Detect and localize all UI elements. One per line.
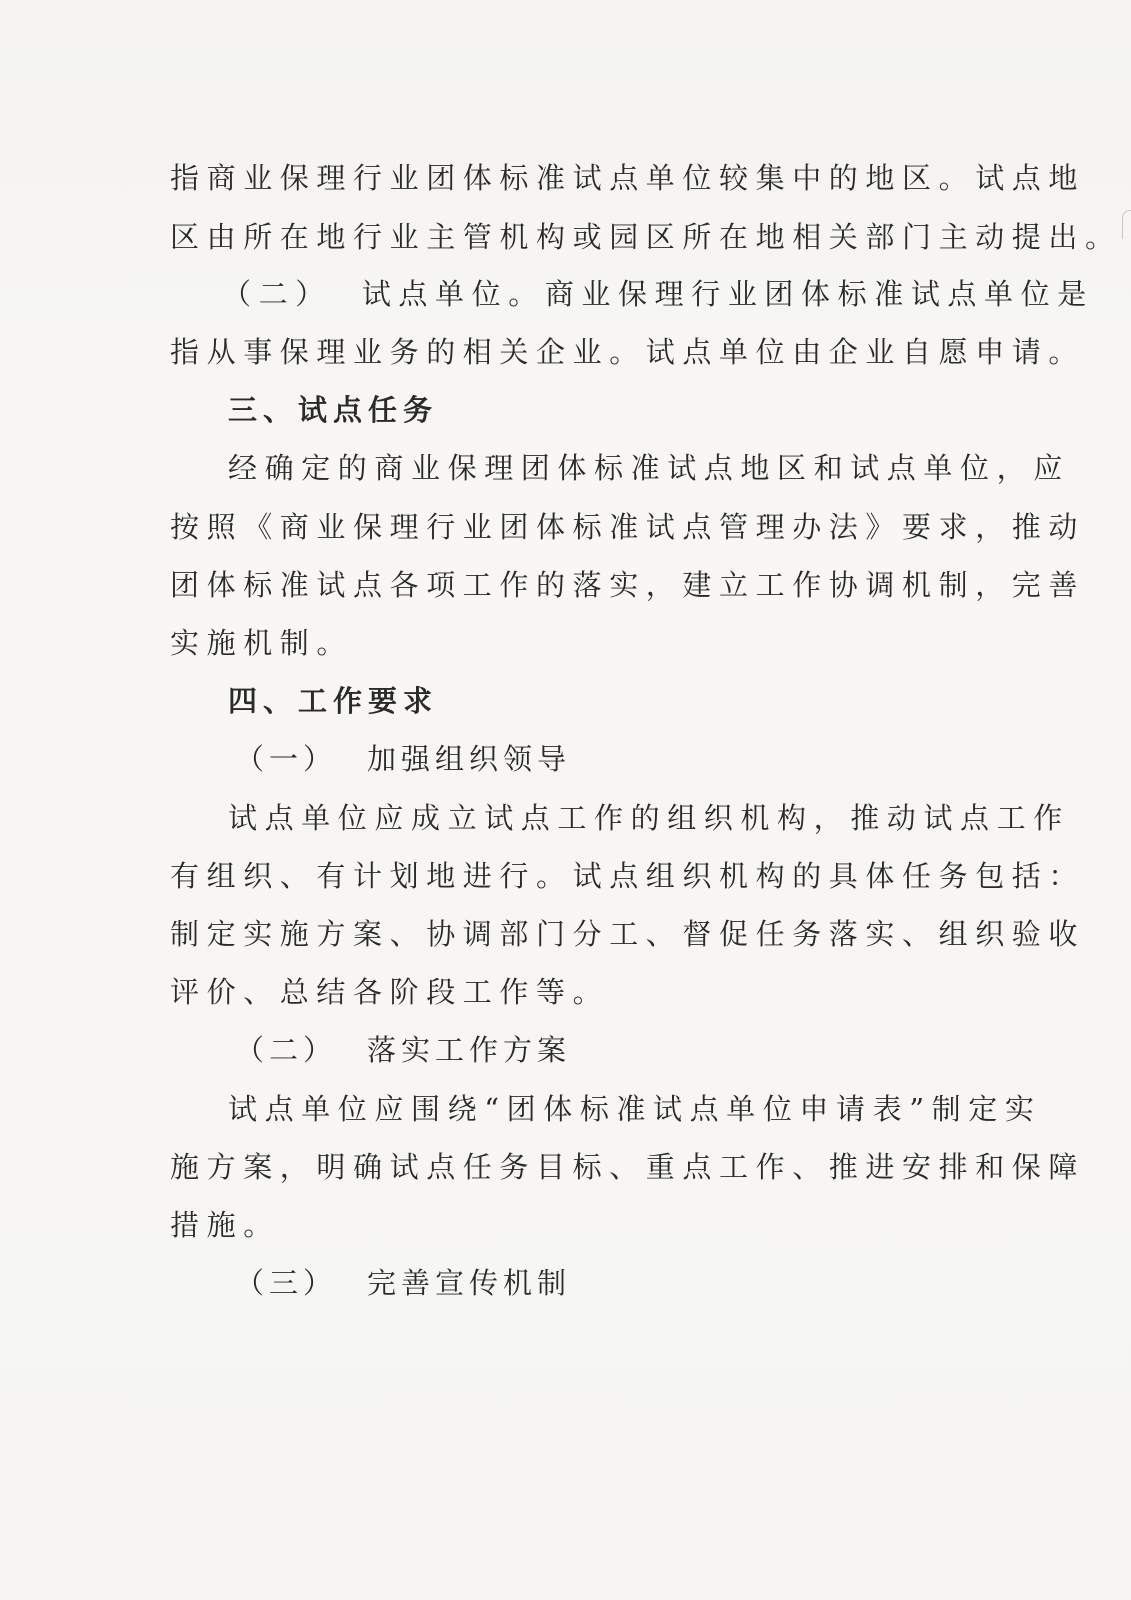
paragraph-line: 实施机制。 (170, 626, 354, 660)
subsection-heading (235, 1032, 571, 1068)
paragraph-line: 经确定的商业保理团体标准试点地区和试点单位，应 (228, 451, 1070, 485)
paragraph-line: 指商业保理行业团体标准试点单位较集中的地区。试点地 (170, 161, 1086, 195)
paragraph-line: 区由所在地行业主管机构或园区所在地相关部门主动提出。 (170, 220, 1122, 254)
subsection-title: 完善宣传机制 (367, 1266, 572, 1300)
subsection-number: （二） (235, 1033, 338, 1067)
item-line (222, 276, 1094, 312)
paragraph-line: 试点单位应成立试点工作的组织机构，推动试点工作 (228, 801, 1070, 835)
paragraph-line: 试点单位应围绕“团体标准试点单位申请表”制定实 (228, 1092, 1042, 1126)
paragraph-line: 措施。 (170, 1208, 280, 1242)
subsection-title: 落实工作方案 (367, 1033, 572, 1067)
subsection-heading (235, 741, 571, 777)
paragraph-line: 按照《商业保理行业团体标准试点管理办法》要求，推动 (170, 510, 1086, 544)
section-heading: 三、试点任务 (228, 393, 439, 427)
item-text: 试点单位。商业保理行业团体标准试点单位是 (361, 277, 1094, 311)
paragraph-line: 有组织、有计划地进行。试点组织机构的具体任务包括： (170, 859, 1086, 893)
paragraph-line: 评价、总结各阶段工作等。 (170, 975, 610, 1009)
paragraph-line: 指从事保理业务的相关企业。试点单位由企业自愿申请。 (170, 335, 1086, 369)
item-number: （二） (222, 277, 332, 311)
page-edge-mark (1122, 210, 1131, 239)
paragraph-line: 团体标准试点各项工作的落实，建立工作协调机制，完善 (170, 568, 1086, 602)
paragraph-line: 施方案，明确试点任务目标、重点工作、推进安排和保障 (170, 1150, 1086, 1184)
subsection-title: 加强组织领导 (367, 742, 572, 776)
section-heading: 四、工作要求 (228, 684, 439, 718)
subsection-heading (235, 1265, 571, 1301)
paragraph-line: 制定实施方案、协调部门分工、督促任务落实、组织验收 (170, 917, 1086, 951)
subsection-number: （三） (235, 1266, 338, 1300)
subsection-number: （一） (235, 742, 338, 776)
